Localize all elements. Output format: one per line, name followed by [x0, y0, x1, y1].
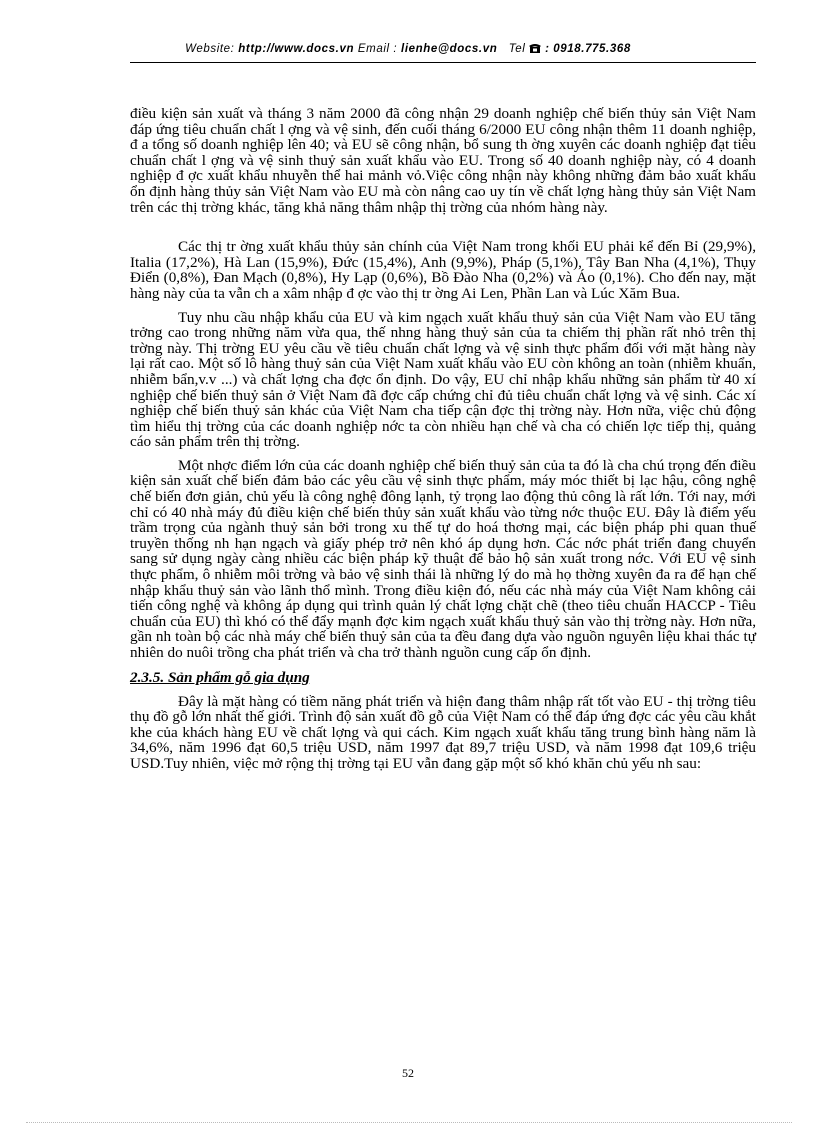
- website-url[interactable]: http://www.docs.vn: [238, 43, 355, 55]
- page-number: 52: [402, 1066, 414, 1080]
- paragraph-export-markets: Các thị tr ờng xuất khẩu thủy sản chính của Việt Nam trong khối EU phải kể đến Bỉ (29,9%), Italia (17,2%), Hà Lan (15,9%), Đức (15,4%), Anh (9,9%), Pháp (5,1%), Tây Ban Nha (4,1%), Thụy Điển (0,8%), Đan Mạch (0,8%), Hy Lạp (0,6%), Bồ Đào Nha (0,2%) và Áo (0,1%). Cho đến nay, mặt hàng này của ta vẫn ch a xâm nhập đ ợc vào thị tr ờng Ai Len, Phần Lan và Lúc Xăm Bua.: [130, 238, 756, 302]
- section-heading: [130, 669, 756, 686]
- phone-number[interactable]: : 0918.775.368: [545, 43, 631, 55]
- paragraph-weaknesses: Một nhợc điểm lớn của các doanh nghiệp chế biến thuỷ sản của ta đó là cha chú trọng đến điều kiện sản xuất chế biến đảm bảo các yêu cầu vệ sinh thực phẩm, máy móc thiết bị lạc hậu, công nghệ chế biến đơn giản, chủ yếu là công nghệ đông lạnh, tỷ trọng lao động thủ công là rất lớn. Tới nay, mới chỉ có 40 nhà máy đủ điều kiện chế biến thủy sản xuất khẩu vào từng nớc thuộc EU. Đây là điểm yếu trầm trọng của ngành thuỷ sản bởi trong xu thế tự do hoá thơng mại, các biện pháp phi quan thuế truyền thống nh hạn ngạch và giấy phép trở nên khó áp dụng hơn. Các nớc phát triển đang chuyển sang sử dụng ngày càng nhiều các biện pháp kỹ thuật để bảo hộ sản xuất trong nớc. Với EU vệ sinh thực phẩm, ô nhiễm môi trờng và bảo vệ sinh thái là những lý do mà họ thờng xuyên đa ra để hạn chế nhập khẩu thuỷ sản vào lãnh thổ mình. Trong điều kiện đó, nếu các nhà máy của Việt Nam không cải tiến công nghệ và không áp dụng qui trình quản lý chất lợng chặt chẽ (theo tiêu chuẩn HACCP - Tiêu chuẩn của EU) thì khó có thể đẩy mạnh đợc kim ngạch xuất khẩu thuỷ sản vào thị trờng này. Hơn nữa, gần nh toàn bộ các nhà máy chế biến thuỷ sản của ta đều đang dựa vào nguồn nguyên liệu khai thác tự nhiên do nuôi trồng cha phát triển và cha trở thành nguồn cung cấp ổn định.: [130, 456, 756, 661]
- paragraph-market-share: Tuy nhu cầu nhập khẩu của EU và kim ngạch xuất khẩu thuỷ sản của Việt Nam vào EU tăng trởng cao trong những năm vừa qua, thế nhng hàng thuỷ sản của ta chiếm thị phần rất nhỏ trên thị trờng này. Thị trờng EU yêu cầu về tiêu chuẩn chất lợng và vệ sinh thực phẩm đối với mặt hàng này lại rất cao. Một số lô hàng thuỷ sản của Việt Nam xuất khẩu vào EU còn không an toàn (nhiễm khuẩn, nhiễm bẩn,v.v ...) và chất lợng cha đợc ổn định. Do vậy, EU chỉ nhập khẩu những sản phẩm từ 40 xí nghiệp chế biến thuỷ sản ở Việt Nam đã đợc cấp chứng chỉ đủ tiêu chuẩn chất lợng và vệ sinh. Các xí nghiệp chế biến thuỷ sản khác của Việt Nam cha tiếp cận đợc thị trờng này. Hơn nữa, việc chủ động tìm hiểu thị trờng của các doanh nghiệp nớc ta còn nhiều hạn chế và cha có chiến lợc tiếp thị, quảng cáo sản phẩm trên thị trờng.: [130, 308, 756, 451]
- tel-label: Tel: [508, 43, 526, 55]
- page-header: [0, 43, 816, 55]
- paragraph-eu-certification: điều kiện sản xuất và tháng 3 năm 2000 đã công nhận 29 doanh nghiệp chế biến thủy sản Việt Nam đáp ứng tiêu chuẩn chất l ợng và vệ sinh, đến cuối tháng 6/2000 EU công nhận thêm 11 doanh nghiệp, đ a tổng số doanh nghiệp lên 40; và EU sẽ công nhận, bổ sung th ờng xuyên các doanh nghiệp đạt tiêu chuẩn chất l ợng và vệ sinh thuỷ sản xuất khẩu vào EU. Trong số 40 doanh nghiệp này, có 4 doanh nghiệp đ ợc xuất khẩu nhuyễn thể hai mảnh vỏ.Việc công nhận này không những đảm bảo xuất khẩu ổn định hàng thủy sản Việt Nam vào EU mà còn nâng cao uy tín về chất lợng hàng thủy sản Việt Nam trên các thị trờng khác, tăng khả năng thâm nhập thị trờng của nhóm hàng này.: [130, 105, 756, 216]
- email-label: Email :: [357, 43, 398, 55]
- email-address[interactable]: lienhe@docs.vn: [401, 43, 498, 55]
- header-divider: [130, 62, 756, 63]
- website-label: Website:: [185, 43, 235, 55]
- section-heading-text: 2.3.5. Sản phẩm gỗ gia dụng: [130, 668, 310, 686]
- phone-icon: [529, 43, 545, 55]
- paragraph-wood-products: Đây là mặt hàng có tiềm năng phát triển và hiện đang thâm nhập rất tốt vào EU - thị trờng tiêu thụ đồ gỗ lớn nhất thế giới. Trình độ sản xuất đồ gỗ của Việt Nam có thể đáp ứng đợc các yêu cầu khắt khe của khách hàng EU về chất lợng và qui cách. Kim ngạch xuất khẩu tăng trung bình hàng năm là 34,6%, năm 1996 đạt 60,5 triệu USD, năm 1997 đạt 89,7 triệu USD, và năm 1998 đạt 109,6 triệu USD.Tuy nhiên, việc mở rộng thị trờng tại EU vẫn đang gặp một số khó khăn chủ yếu nh sau:: [130, 692, 756, 772]
- document-body: [130, 106, 756, 772]
